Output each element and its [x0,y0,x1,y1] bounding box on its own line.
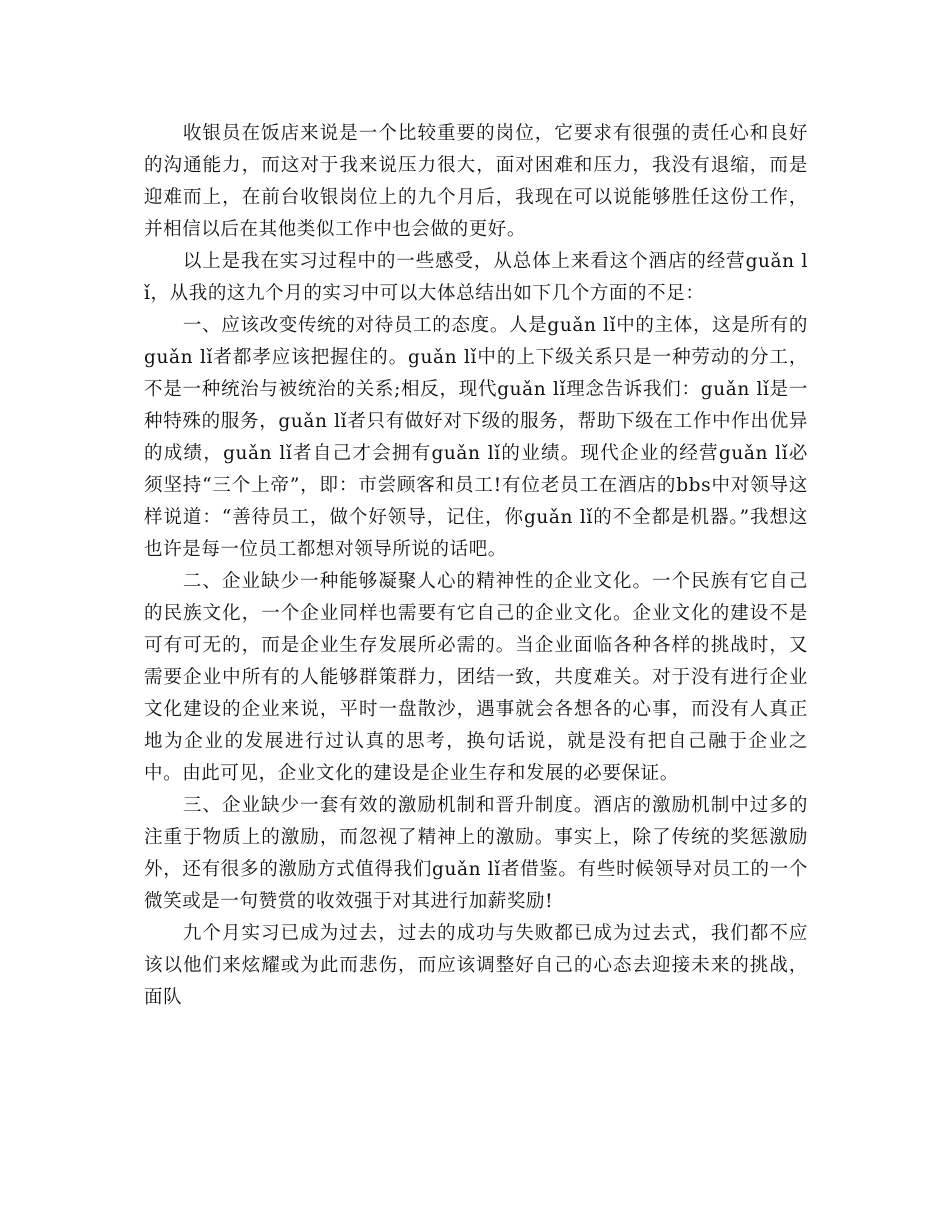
paragraph-summary-intro: 以上是我在实习过程中的一些感受，从总体上来看这个酒店的经营guǎn lǐ，从我的这九个月的实习中可以大体总结出如下几个方面的不足： [144,251,808,304]
paragraph-point-two: 二、企业缺少一种能够凝聚人心的精神性的企业文化。一个民族有它自己的民族文化，一个企业同样也需要有它自己的企业文化。企业文化的建设不是可有可无的，而是企业生存发展所必需的。当企业面临各种各样的挑战时，又需要企业中所有的人能够群策群力，团结一致，共度难关。对于没有进行企业文化建设的企业来说，平时一盘散沙，遇事就会各想各的心事，而没有人真正地为企业的发展进行过认真的思考，换句话说，就是没有把自己融于企业之中。由此可见，企业文化的建设是企业生存和发展的必要保证。 [144,571,808,784]
paragraph-conclusion: 九个月实习已成为过去，过去的成功与失败都已成为过去式，我们都不应该以他们来炫耀或为此而悲伤，而应该调整好自己的心态去迎接未来的挑战，面队 [144,923,808,1008]
paragraph-cashier: 收银员在饭店来说是一个比较重要的岗位，它要求有很强的责任心和良好的沟通能力，而这对于我来说压力很大，面对困难和压力，我没有退缩，而是迎难而上，在前台收银岗位上的九个月后，我现在可以说能够胜任这份工作，并相信以后在其他类似工作中也会做的更好。 [144,123,808,240]
paragraph-point-three: 三、企业缺少一套有效的激励机制和晋升制度。酒店的激励机制中过多的注重于物质上的激励，而忽视了精神上的激励。事实上，除了传统的奖惩激励外，还有很多的激励方式值得我们guǎn lǐ者借鉴。有些时候领导对员工的一个微笑或是一句赞赏的收效强于对其进行加薪奖励! [144,795,808,912]
body-text [144,118,808,1014]
paragraph-point-one: 一、应该改变传统的对待员工的态度。人是guǎn lǐ中的主体，这是所有的guǎn lǐ者都孝应该把握住的。guǎn lǐ中的上下级关系只是一种劳动的分工，不是一种统治与被统治的关系;相反，现代guǎn lǐ理念告诉我们：guǎn lǐ是一种特殊的服务，guǎn lǐ者只有做好对下级的服务，帮助下级在工作中作出优异的成绩，guǎn lǐ者自己才会拥有guǎn lǐ的业绩。现代企业的经营guǎn lǐ必须坚持“三个上帝”，即：市尝顾客和员工!有位老员工在酒店的bbs中对领导这样说道：“善待员工，做个好领导，记住，你guǎn lǐ的不全都是机器。”我想这也许是每一位员工都想对领导所说的话吧。 [144,315,808,560]
